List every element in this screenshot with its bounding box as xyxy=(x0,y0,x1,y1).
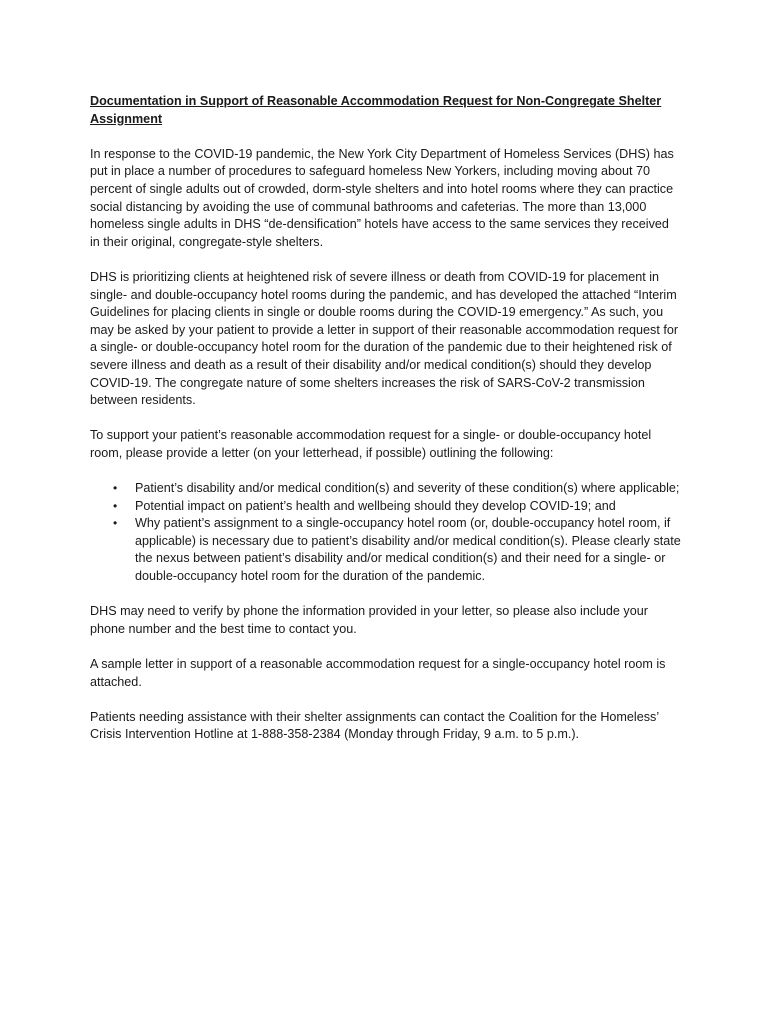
list-item-text: Why patient’s assignment to a single-occupancy hotel room (or, double-occupancy hotel room, if applicable) is necessary due to patient’s disability and/or medical condition(s). Please clearly state the nexus between patient’s disability and/or medical condition(s) and their need for a single- or double-occupancy hotel room for the duration of the pandemic. xyxy=(135,516,681,584)
bullet-icon: • xyxy=(113,498,118,513)
list-item-text: Potential impact on patient’s health and wellbeing should they develop COVID-19; and xyxy=(135,498,616,513)
paragraph-prioritizing: DHS is prioritizing clients at heightened risk of severe illness or death from COVID-19 for placement in single- and double-occupancy hotel rooms during the pandemic, and has developed the attached “Interim Guidelines for placing clients in single or double rooms during the COVID-19 emergency.” As such, you may be asked by your patient to provide a letter in support of their reasonable accommodation request for a single- or double-occupancy hotel room for the duration of the pandemic due to their heightened risk of severe illness and death as a result of their disability and/or medical condition(s) should they develop COVID-19. The congregate nature of some shelters increases the risk of SARS-CoV-2 transmission between residents. xyxy=(90,269,679,408)
bullet-icon: • xyxy=(113,516,118,531)
requirements-list xyxy=(90,480,682,586)
list-item xyxy=(113,498,682,516)
bullet-icon: • xyxy=(113,481,118,496)
paragraph-verify: DHS may need to verify by phone the information provided in your letter, so please also include your phone number and the best time to contact you. xyxy=(90,604,648,636)
list-item-text: Patient’s disability and/or medical condition(s) and severity of these condition(s) where applicable; xyxy=(135,481,680,496)
list-item xyxy=(113,515,682,585)
document-title: Documentation in Support of Reasonable Accommodation Request for Non-Congregate Shelter Assignment xyxy=(90,94,662,126)
paragraph-hotline: Patients needing assistance with their shelter assignments can contact the Coalition for the Homeless’ Crisis Intervention Hotline at 1-888-358-2384 (Monday through Friday, 9 a.m. to 5 p.m.). xyxy=(90,709,659,742)
paragraph-sample-letter: A sample letter in support of a reasonable accommodation request for a single-occupancy hotel room is attached. xyxy=(90,657,666,689)
document-body xyxy=(90,93,682,762)
list-item xyxy=(113,480,682,498)
paragraph-intro: In response to the COVID-19 pandemic, the New York City Department of Homeless Services (DHS) has put in place a number of procedures to safeguard homeless New Yorkers, including moving about 70 percent of single adults out of crowded, dorm-style shelters and into hotel rooms where they can practice social distancing by avoiding the use of communal bathrooms and cafeterias. The more than 13,000 homeless single adults in DHS “de-densification” hotels have access to the same services they received in their original, congregate-style shelters. xyxy=(90,146,674,249)
paragraph-request: To support your patient’s reasonable accommodation request for a single- or double-occupancy hotel room, please provide a letter (on your letterhead, if possible) outlining the following: xyxy=(90,428,652,460)
